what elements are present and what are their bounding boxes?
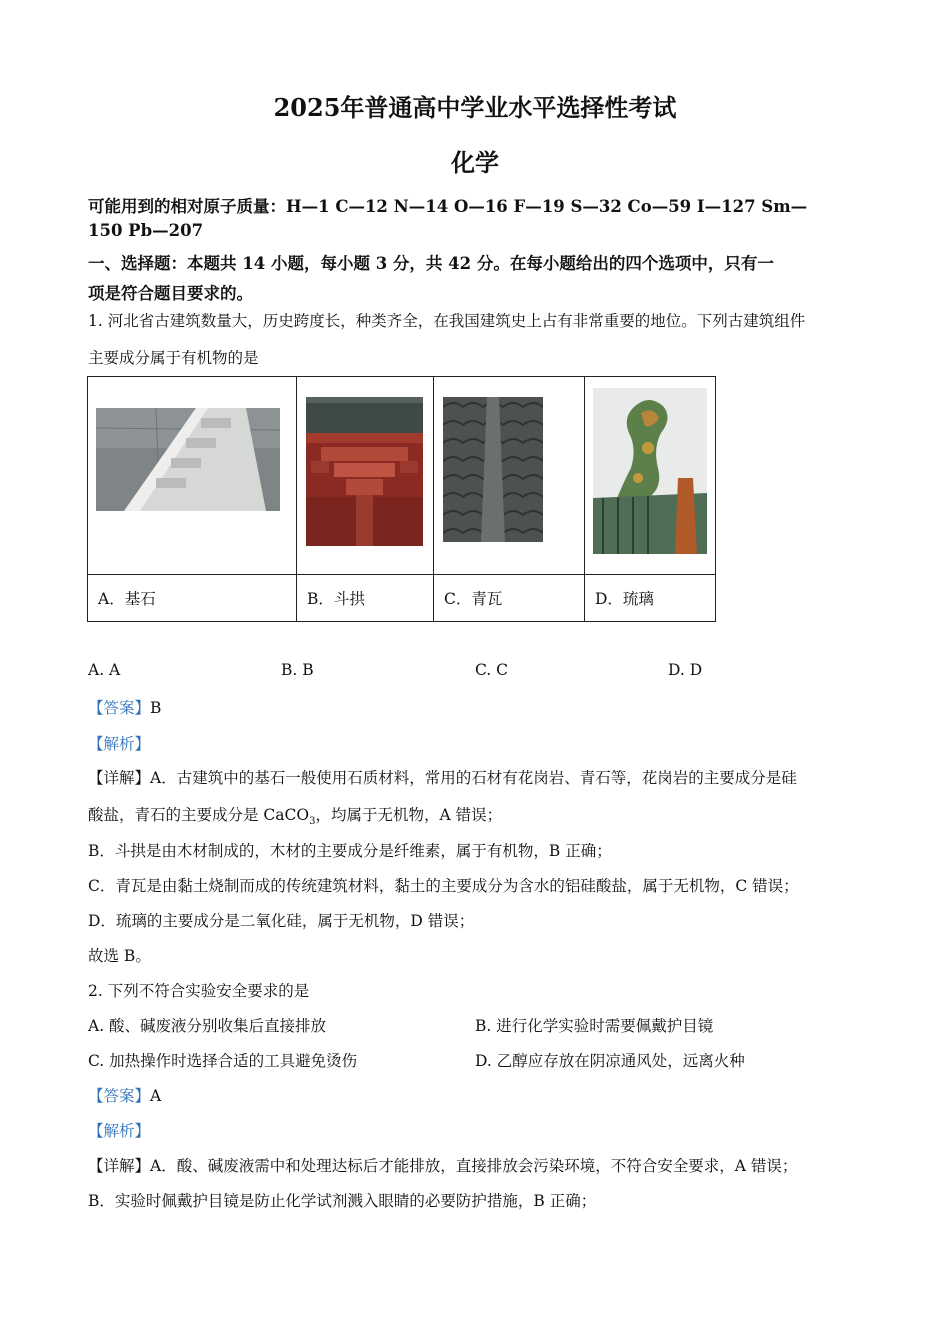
q1-option-a: A. A xyxy=(88,661,121,679)
detail-tag: 【详解】 xyxy=(88,1157,151,1175)
q2-detail-b: B．实验时佩戴护目镜是防止化学试剂溅入眼睛的必要防护措施，B 正确； xyxy=(88,1192,597,1210)
q2-answer: A xyxy=(150,1087,162,1105)
image-cell-a xyxy=(88,377,297,575)
stone-base-image xyxy=(96,408,280,511)
q1-options-table xyxy=(87,376,716,622)
answer-tag: 【答案】 xyxy=(88,699,151,717)
atomic-mass-line-1: 可能用到的相对原子质量：H—1 C—12 N—14 O—16 F—19 S—32 Co—59 I—127 Sm— xyxy=(88,197,808,216)
subject-title: 化学 xyxy=(451,148,499,177)
label-d: D．琉璃 xyxy=(585,575,716,622)
section-heading-line-1: 一、选择题：本题共 14 小题，每小题 3 分，共 42 分。在每小题给出的四个选项中，只有一 xyxy=(88,254,774,273)
q1-detail-b: B．斗拱是由木材制成的，木材的主要成分是纤维素，属于有机物，B 正确； xyxy=(88,842,612,860)
detail-tag: 【详解】 xyxy=(88,769,151,787)
q2-detail-a-text: A．酸、碱废液需中和处理达标后才能排放，直接排放会污染环境，不符合安全要求，A 错误； xyxy=(150,1157,798,1175)
q2-detail-a xyxy=(88,1154,797,1176)
q2-stem: 2. 下列不符合实验安全要求的是 xyxy=(88,982,310,1000)
label-c: C．青瓦 xyxy=(434,575,585,622)
glazed-ornament-image xyxy=(593,388,707,554)
q1-stem-line-1: 1. 河北省古建筑数量大，历史跨度长，种类齐全，在我国建筑史上占有非常重要的地位。下列古建筑组件 xyxy=(88,312,806,330)
q1-answer-line xyxy=(88,696,161,718)
detail-a-text-1: A．古建筑中的基石一般使用石质材料，常用的石材有花岗岩、青石等，花岗岩的主要成分是硅 xyxy=(150,769,797,787)
q2-option-d: D. 乙醇应存放在阴凉通风处，远离火种 xyxy=(475,1052,745,1070)
dougong-bracket-image xyxy=(306,397,423,546)
label-a: A．基石 xyxy=(88,575,297,622)
q2-option-c: C. 加热操作时选择合适的工具避免烫伤 xyxy=(88,1052,358,1070)
image-cell-d xyxy=(585,377,716,575)
q1-answer: B xyxy=(150,699,162,717)
q1-detail-a-line-1 xyxy=(88,766,797,788)
section-heading-line-2: 项是符合题目要求的。 xyxy=(88,284,253,303)
label-b: B．斗拱 xyxy=(297,575,434,622)
q1-analysis-tag: 【解析】 xyxy=(88,735,151,753)
q2-answer-line xyxy=(88,1084,161,1106)
atomic-mass-line-2: 150 Pb—207 xyxy=(88,221,204,240)
q1-option-b: B. B xyxy=(281,661,314,679)
answer-tag: 【答案】 xyxy=(88,1087,151,1105)
detail-a-text-3: ，均属于无机物，A 错误； xyxy=(315,806,503,824)
q2-option-a: A. 酸、碱废液分别收集后直接排放 xyxy=(88,1017,327,1035)
q1-option-c: C. C xyxy=(475,661,509,679)
detail-a-text-2: 酸盐，青石的主要成分是 CaCO xyxy=(88,806,310,824)
image-cell-c xyxy=(434,377,585,575)
q2-option-b: B. 进行化学实验时需要佩戴护目镜 xyxy=(475,1017,714,1035)
q1-option-d: D. D xyxy=(668,661,703,679)
q1-detail-a-line-2 xyxy=(88,803,502,827)
q2-analysis-tag: 【解析】 xyxy=(88,1122,151,1140)
q1-stem-line-2: 主要成分属于有机物的是 xyxy=(88,349,259,367)
image-cell-b xyxy=(297,377,434,575)
q1-conclusion: 故选 B。 xyxy=(88,947,151,965)
grey-tile-image xyxy=(443,397,543,542)
subscript: 3 xyxy=(309,816,316,828)
exam-title: 2025年普通高中学业水平选择性考试 xyxy=(273,93,677,122)
q1-detail-d: D．琉璃的主要成分是二氧化硅，属于无机物，D 错误； xyxy=(88,912,475,930)
q1-detail-c: C．青瓦是由黏土烧制而成的传统建筑材料，黏土的主要成分为含水的铝硅酸盐，属于无机物，C 错误； xyxy=(88,877,799,895)
